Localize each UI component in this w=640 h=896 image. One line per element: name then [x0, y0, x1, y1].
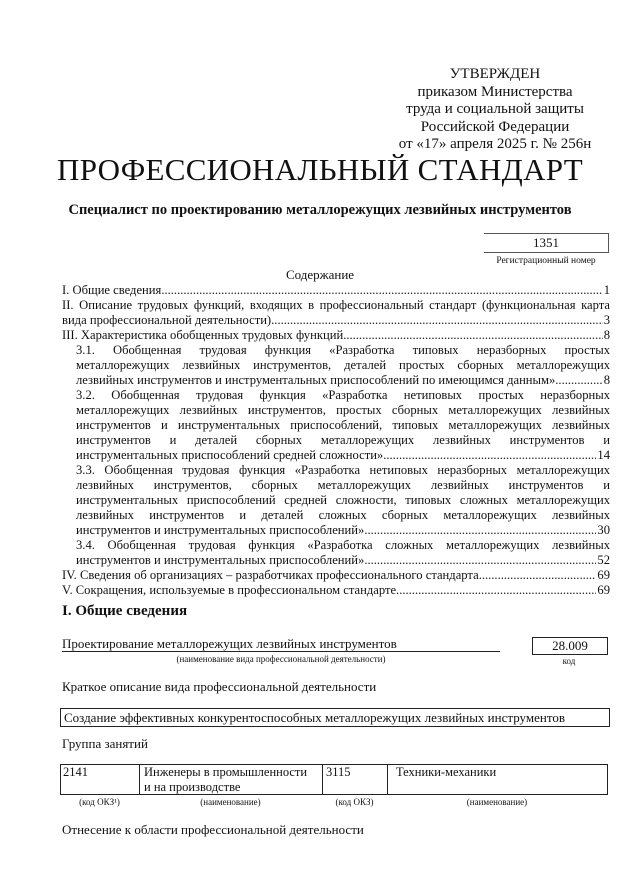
- toc-entry-line: инструментов и инструментальных приспособлений»: [76, 523, 365, 537]
- toc-entry-line: металлорежущих лезвийных инструментов, деталей простых сборных металлорежущих: [76, 358, 610, 372]
- okz-code-caption: (код ОКЗ¹): [79, 797, 120, 807]
- toc-entry-line: инструментов и инструментальных приспособлений»: [76, 553, 365, 567]
- activity-code: 28.009: [532, 637, 608, 655]
- toc-entry[interactable]: [62, 328, 610, 343]
- toc-entry-line: лезвийных инструментов и деталей сложных сборных металлорежущих лезвийных: [76, 508, 610, 522]
- toc-entry-line: инструментов и инструментальных приспособлений, типовых металлорежущих лезвийных: [76, 418, 610, 432]
- toc-entry-line: 3.3. Обобщенная трудовая функция «Разработка нетиповых неразборных металлорежущих: [76, 463, 610, 477]
- brief-description-box: [60, 708, 610, 727]
- toc-entry[interactable]: [62, 463, 610, 538]
- toc-entry[interactable]: [62, 343, 610, 388]
- approval-line: труда и социальной защиты: [406, 101, 584, 117]
- occupation-name-line: и на производстве: [144, 780, 241, 794]
- occupation-group-label: Группа занятий: [62, 736, 148, 751]
- toc-entry-line: инструментальных приспособлений средней сложности»: [76, 448, 384, 462]
- activity-name: Проектирование металлорежущих лезвийных инструментов: [62, 636, 397, 651]
- toc-entry[interactable]: [62, 568, 610, 583]
- document-title: ПРОФЕССИОНАЛЬНЫЙ СТАНДАРТ: [57, 152, 583, 187]
- toc-entry-text: V. Сокращения, используемые в профессиональном стандарте: [62, 583, 397, 597]
- activity-code-caption: код: [562, 656, 576, 666]
- occupation-name: [396, 765, 496, 780]
- toc-page: 30: [597, 523, 610, 537]
- toc-entry-line: 3.4. Обобщенная трудовая функция «Разработка сложных металлорежущих лезвийных: [76, 538, 610, 552]
- toc-page: 69: [597, 583, 610, 597]
- okz-code: 3115: [326, 765, 351, 779]
- approval-line: Российской Федерации: [420, 118, 570, 135]
- toc-entry-line: 3.1. Обобщенная трудовая функция «Разработка типовых неразборных простых: [76, 343, 610, 357]
- toc-page: 3: [603, 313, 610, 327]
- brief-description-text: Создание эффективных конкурентоспособных металлорежущих лезвийных инструментов: [64, 710, 565, 725]
- toc-entry-text: III. Характеристика обобщенных трудовых функций: [62, 328, 344, 342]
- toc-page: 8: [603, 328, 610, 342]
- toc-entry-text: IV. Сведения об организациях – разработчиках профессионального стандарта: [62, 568, 479, 582]
- toc-entry-line: лезвийных инструментов, сборных металлорежущих лезвийных инструментов и: [76, 478, 610, 492]
- toc-entry-line: II. Описание трудовых функций, входящих в профессиональный стандарт (функциональная карта: [62, 298, 610, 312]
- toc-entry-line: лезвийных инструментов и инструментальных приспособлений по имеющимся данным»: [76, 373, 556, 387]
- toc-entry-line: вида профессиональной деятельности): [62, 313, 272, 327]
- toc-page: 1: [603, 283, 610, 297]
- toc-entry-line: инструментов и деталей сборных металлорежущих лезвийных инструментов и: [76, 433, 610, 447]
- occupation-name-line: Техники-механики: [396, 765, 497, 779]
- okz-code-caption: (код ОКЗ): [335, 797, 374, 807]
- toc-entry[interactable]: [62, 583, 610, 598]
- table-of-contents: [62, 283, 610, 598]
- toc-entry[interactable]: [62, 298, 610, 328]
- toc-page: 52: [597, 553, 610, 567]
- approval-line: УТВЕРЖДЕН: [449, 66, 541, 82]
- professional-area-label: Отнесение к области профессиональной деятельности: [62, 822, 364, 837]
- toc-entry-line: инструментальных приспособлений средней сложности, типовых сложных металлорежущих: [76, 493, 610, 507]
- approval-line: от «17» апреля 2025 г. № 256н: [398, 136, 592, 152]
- occupation-name: [144, 765, 307, 795]
- toc-entry[interactable]: [62, 283, 610, 298]
- toc-entry[interactable]: [62, 538, 610, 568]
- toc-heading: Содержание: [285, 267, 355, 282]
- occupation-name-line: Инженеры в промышленности: [144, 765, 308, 779]
- activity-underline: [62, 651, 500, 652]
- okz-code: 2141: [63, 765, 88, 779]
- activity-caption: (наименование вида профессиональной деятельности): [176, 654, 386, 664]
- toc-entry-line: 3.2. Обобщенная трудовая функция «Разработка нетиповых простых неразборных: [76, 388, 610, 402]
- registration-number: 1351: [484, 233, 609, 253]
- registration-label: Регистрационный номер: [496, 256, 596, 266]
- toc-page: 14: [597, 448, 610, 462]
- approval-line: приказом Министерства: [417, 83, 573, 100]
- occupation-name-caption: (наименование): [466, 797, 528, 807]
- document-subtitle: Специалист по проектированию металлорежущих лезвийных инструментов: [68, 202, 572, 218]
- toc-page: 69: [597, 568, 610, 582]
- toc-page: 8: [603, 373, 610, 387]
- approval-block: [390, 66, 600, 154]
- brief-description-label: Краткое описание вида профессиональной деятельности: [62, 679, 377, 694]
- toc-entry-line: металлорежущих лезвийных инструментов, простых сборных металлорежущих лезвийных: [76, 403, 610, 417]
- section-heading: I. Общие сведения: [62, 603, 188, 619]
- toc-entry[interactable]: [62, 388, 610, 463]
- toc-entry-text: I. Общие сведения: [62, 283, 162, 297]
- occupation-group-table: [60, 764, 608, 794]
- occupation-name-caption: (наименование): [200, 797, 261, 807]
